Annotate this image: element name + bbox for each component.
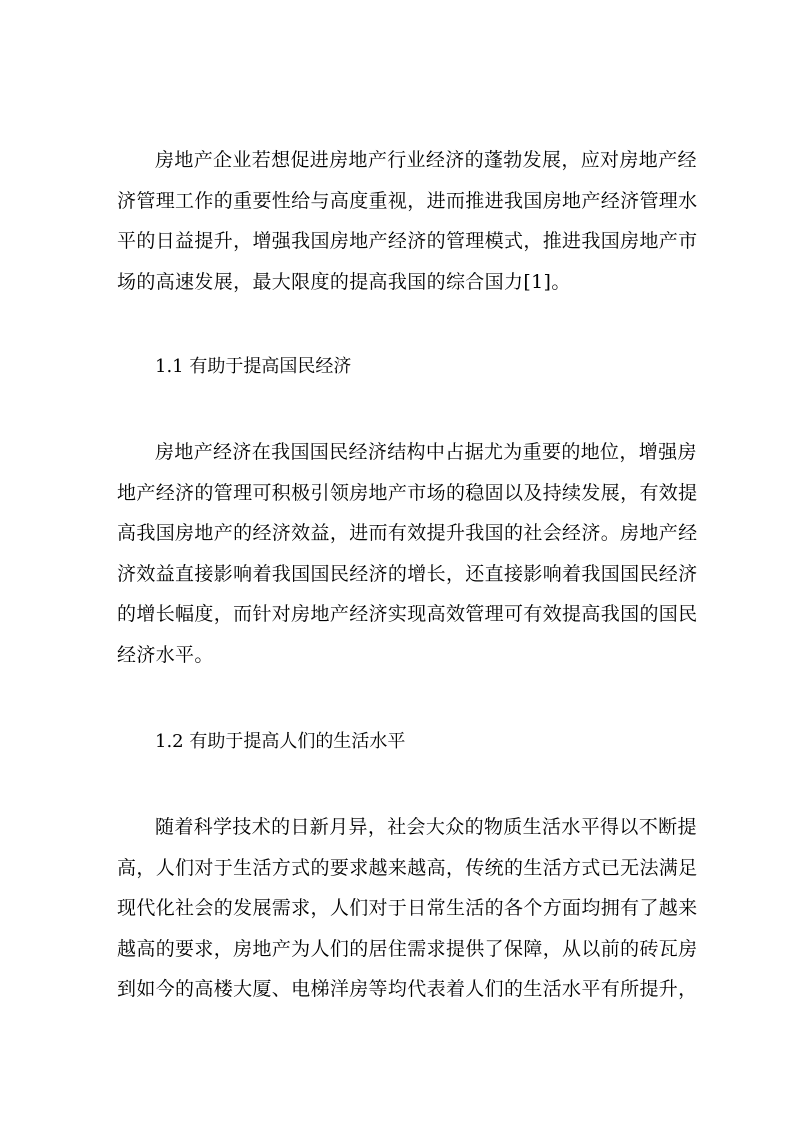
paragraph-line: 高我国房地产的经济效益，进而有效提升我国的社会经济。房地产经 bbox=[117, 522, 698, 544]
paragraph-line: 到如今的高楼大厦、电梯洋房等均代表着人们的生活水平有所提升， bbox=[117, 978, 698, 1000]
paragraph-line: 高，人们对于生活方式的要求越来越高，传统的生活方式已无法满足 bbox=[117, 856, 698, 879]
paragraph-line: 越高的要求，房地产为人们的居住需求提供了保障，从以前的砖瓦房 bbox=[117, 937, 698, 960]
paragraph-line: 济效益直接影响着我国国民经济的增长，还直接影响着我国国民经济 bbox=[117, 562, 698, 585]
paragraph-line: 平的日益提升，增强我国房地产经济的管理模式，推进我国房地产市 bbox=[117, 230, 698, 252]
paragraph-line: 地产经济的管理可积极引领房地产市场的稳固以及持续发展，有效提 bbox=[117, 481, 698, 504]
section-heading-1-1: 1.1 有助于提高国民经济 bbox=[155, 356, 352, 377]
paragraph-line: 房地产经济在我国国民经济结构中占据尤为重要的地位，增强房 bbox=[155, 441, 697, 463]
paragraph-line: 的增长幅度，而针对房地产经济实现高效管理可有效提高我国的国民 bbox=[117, 603, 698, 625]
section-heading-1-2: 1.2 有助于提高人们的生活水平 bbox=[155, 731, 406, 752]
paragraph-line: 场的高速发展，最大限度的提高我国的综合国力[1]。 bbox=[117, 270, 571, 293]
paragraph-line: 经济水平。 bbox=[117, 643, 214, 666]
paragraph-line: 现代化社会的发展需求，人们对于日常生活的各个方面均拥有了越来 bbox=[117, 897, 698, 919]
paragraph-line: 随着科学技术的日新月异，社会大众的物质生活水平得以不断提 bbox=[155, 816, 697, 838]
paragraph-real-estate-management bbox=[117, 140, 698, 302]
paragraph-national-economy bbox=[117, 432, 698, 675]
paragraph-line: 济管理工作的重要性给与高度重视，进而推进我国房地产经济管理水 bbox=[117, 189, 698, 212]
paragraph-living-standards bbox=[117, 807, 698, 1010]
paragraph-line: 房地产企业若想促进房地产行业经济的蓬勃发展，应对房地产经 bbox=[155, 149, 697, 171]
